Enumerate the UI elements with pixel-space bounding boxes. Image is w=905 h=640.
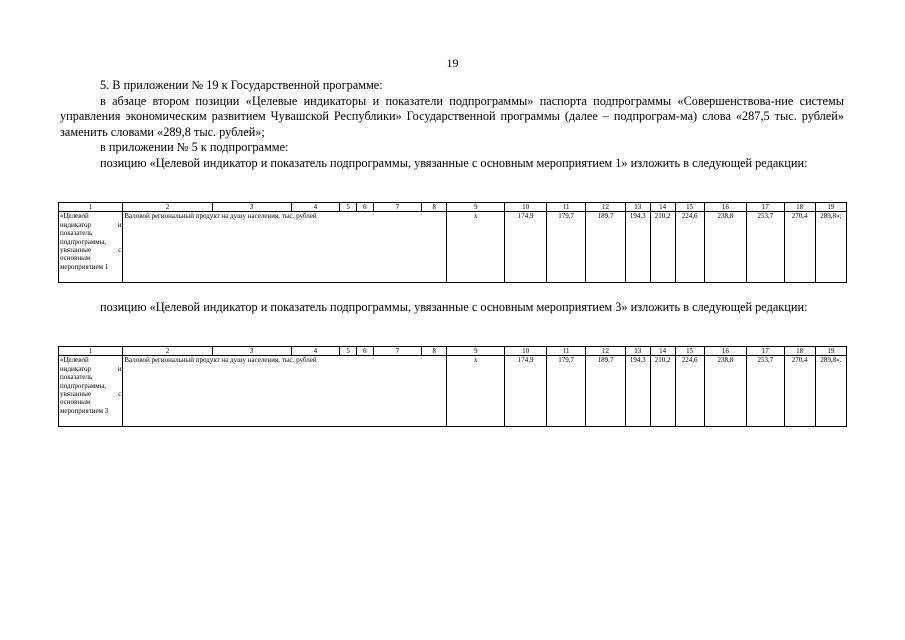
value-cell-19: 289,8»; bbox=[815, 212, 846, 283]
column-header-15: 15 bbox=[675, 347, 704, 356]
value-cell-12: 189,7 bbox=[586, 356, 625, 427]
intro-text bbox=[60, 78, 844, 172]
column-header-17: 17 bbox=[747, 347, 784, 356]
value-cell-10: 174,9 bbox=[505, 356, 547, 427]
column-header-11: 11 bbox=[546, 203, 585, 212]
column-header-10: 10 bbox=[505, 203, 547, 212]
paragraph-1: 5. В приложении № 19 к Государственной программе: bbox=[100, 78, 383, 92]
column-header-19: 19 bbox=[815, 203, 846, 212]
column-header-1: 1 bbox=[59, 347, 123, 356]
value-cell-14: 210,2 bbox=[650, 356, 675, 427]
column-header-7: 7 bbox=[373, 347, 422, 356]
indicator-name-cell: «Целевой индикатор и показатель подпрограммы, увязанные с основным мероприятием 3 bbox=[59, 356, 123, 427]
table-main-event-3 bbox=[58, 346, 847, 427]
column-header-4: 4 bbox=[291, 203, 340, 212]
column-header-6: 6 bbox=[356, 203, 373, 212]
value-cell-14: 210,2 bbox=[650, 212, 675, 283]
value-cell-18: 270,4 bbox=[784, 356, 815, 427]
column-header-7: 7 bbox=[373, 203, 422, 212]
unit-cell: x bbox=[447, 356, 505, 427]
column-header-12: 12 bbox=[586, 203, 625, 212]
column-header-9: 9 bbox=[447, 347, 505, 356]
value-cell-12: 189,7 bbox=[586, 212, 625, 283]
column-header-3: 3 bbox=[212, 203, 291, 212]
table-row bbox=[59, 212, 847, 283]
column-header-13: 13 bbox=[625, 203, 650, 212]
column-header-5: 5 bbox=[340, 203, 357, 212]
column-header-17: 17 bbox=[747, 203, 784, 212]
column-header-9: 9 bbox=[447, 203, 505, 212]
indicator-description-cell: Валовой региональный продукт на душу населения, тыс. рублей bbox=[123, 212, 447, 283]
column-header-14: 14 bbox=[650, 347, 675, 356]
column-header-1: 1 bbox=[59, 203, 123, 212]
column-header-3: 3 bbox=[212, 347, 291, 356]
table-header-row bbox=[59, 347, 847, 356]
column-header-19: 19 bbox=[815, 347, 846, 356]
value-cell-10: 174,9 bbox=[505, 212, 547, 283]
column-header-11: 11 bbox=[546, 347, 585, 356]
column-header-14: 14 bbox=[650, 203, 675, 212]
value-cell-11: 179,7 bbox=[546, 212, 585, 283]
column-header-6: 6 bbox=[356, 347, 373, 356]
value-cell-17: 253,7 bbox=[747, 212, 784, 283]
value-cell-13: 194,3 bbox=[625, 212, 650, 283]
column-header-16: 16 bbox=[704, 347, 747, 356]
middle-text bbox=[60, 300, 844, 316]
column-header-18: 18 bbox=[784, 347, 815, 356]
column-header-15: 15 bbox=[675, 203, 704, 212]
column-header-2: 2 bbox=[123, 203, 212, 212]
column-header-12: 12 bbox=[586, 347, 625, 356]
value-cell-15: 224,6 bbox=[675, 212, 704, 283]
table-main-event-1 bbox=[58, 202, 847, 283]
column-header-5: 5 bbox=[340, 347, 357, 356]
column-header-18: 18 bbox=[784, 203, 815, 212]
paragraph-5: позицию «Целевой индикатор и показатель подпрограммы, увязанные с основным мероприятием 3» изложить в следующей редакции: bbox=[100, 300, 808, 314]
value-cell-17: 253,7 bbox=[747, 356, 784, 427]
indicator-name-cell: «Целевой индикатор и показатель подпрограммы, увязанные с основным мероприятием 1 bbox=[59, 212, 123, 283]
indicator-description-cell: Валовой региональный продукт на душу населения, тыс. рублей bbox=[123, 356, 447, 427]
column-header-8: 8 bbox=[422, 347, 447, 356]
column-header-10: 10 bbox=[505, 347, 547, 356]
value-cell-13: 194,3 bbox=[625, 356, 650, 427]
value-cell-18: 270,4 bbox=[784, 212, 815, 283]
table-header-row bbox=[59, 203, 847, 212]
value-cell-19: 289,8». bbox=[815, 356, 846, 427]
column-header-2: 2 bbox=[123, 347, 212, 356]
value-cell-11: 179,7 bbox=[546, 356, 585, 427]
paragraph-3: в приложении № 5 к подпрограмме: bbox=[100, 140, 289, 155]
value-cell-15: 224,6 bbox=[675, 356, 704, 427]
paragraph-2: в абзаце втором позиции «Целевые индикаторы и показатели подпрограммы» паспорта подпрограммы «Совершенствова-ние системы управления экономическим развитием Чувашской Республики» Государственной программы (далее – подпрограм-ма) слова «287,5 тыс. рублей» заменить словами «289,8 тыс. рублей»; bbox=[60, 93, 844, 139]
column-header-13: 13 bbox=[625, 347, 650, 356]
value-cell-16: 238,8 bbox=[704, 212, 747, 283]
column-header-16: 16 bbox=[704, 203, 747, 212]
value-cell-16: 238,8 bbox=[704, 356, 747, 427]
table-row bbox=[59, 356, 847, 427]
page-number: 19 bbox=[446, 56, 459, 70]
column-header-4: 4 bbox=[291, 347, 340, 356]
paragraph-4: позицию «Целевой индикатор и показатель подпрограммы, увязанные с основным мероприятием 1» изложить в следующей редакции: bbox=[100, 155, 808, 170]
column-header-8: 8 bbox=[422, 203, 447, 212]
unit-cell: x bbox=[447, 212, 505, 283]
